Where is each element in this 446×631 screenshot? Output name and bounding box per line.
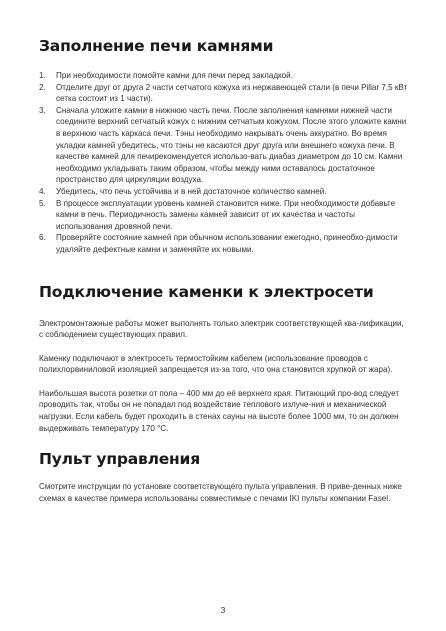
paragraph-electrician: Электромонтажные работы может выполнять только электрик соответствующей ква-лификации, с соблюдением существующих правил. — [39, 318, 404, 340]
list-item-text: Сначала уложите камни в нижнюю часть печи. После заполнения камнями нижней части соедините верхний сетчатый кожух с нижним сетчатым кожухом. После этого уложите камни в верхнюю часть каркаса печи. Тэны необходимо накрывать очень аккуратно. Во время укладки камней убедитесь, что тэны не касаются друг друга или внешнего кожуха печи. В качестве камней для печирекомендуется использо-вать диабаз диаметром до 10 см. Камни необходимо укладывать таким образом, чтобы между ними оставалось достаточное пространство для циркуляции воздуха. — [56, 105, 407, 185]
list-item — [39, 232, 409, 255]
list-item — [39, 198, 409, 233]
list-item-text: В процессе эксплуатации уровень камней становится ниже. При необходимости добавьте камни в печь. Периодичность замены камней зависит от их качества и частоты использования дровяной печи. — [56, 198, 396, 231]
list-item — [39, 105, 409, 186]
list-item — [39, 70, 409, 82]
list-item-text: Убедитесь, что печь устойчива и в ней достаточное количество камней. — [56, 186, 327, 196]
list-item-text: При необходимости помойте камни для печи перед закладкой. — [56, 71, 293, 80]
list-item-number: 4. — [39, 186, 46, 196]
list-item-number: 2. — [39, 82, 46, 92]
page-content — [39, 36, 409, 504]
list-item-text: Проверяйте состояние камней при обычном использовании ежегодно, принеобхо-димости удаляйте дефектные камни и заменяйте их новыми. — [56, 233, 398, 254]
section-title-electrical: Подключение каменки к электросети — [39, 282, 374, 301]
stones-steps-list — [39, 70, 409, 256]
section-title-control-panel: Пульт управления — [39, 450, 200, 469]
list-item-number: 3. — [39, 105, 46, 115]
paragraph-cable: Каменку подключают в электросеть термостойким кабелем (использование проводов с полихлорвиниловой изоляцией запрещается из-за того, что она становится хрупкой от жара). — [39, 353, 393, 375]
list-item — [39, 186, 409, 198]
paragraph-socket-height: Наибольшая высота розетки от пола – 400 мм до её верхнего края. Питающий про-вод следует проводить так, чтобы он не попадал под воздействие теплового излуче-ния и механической нагрузки. Если кабель будет проходить в стенах сауны на высоте более 1000 мм, то он должен выдерживать температуру 170 °С. — [39, 388, 400, 433]
section-title-stones: Заполнение печи камнями — [39, 37, 274, 55]
list-item-number: 1. — [39, 71, 46, 80]
list-item-text: Отделите друг от друга 2 части сетчатого кожуха из нержавеющей стали (в печи Pillar 7,5 кВт сетка состоит из 1 части). — [56, 82, 408, 104]
paragraph-control-panel: Смотрите инструкции по установке соответствующего пульта управления. В приве-денных ниже схемах в качестве примера использованы совместимые с печами IKI пульты компании Fasel. — [39, 482, 402, 503]
page-number: 3 — [220, 605, 226, 615]
list-item-number: 5. — [39, 198, 46, 208]
list-item — [39, 82, 409, 105]
list-item-number: 6. — [39, 233, 46, 243]
